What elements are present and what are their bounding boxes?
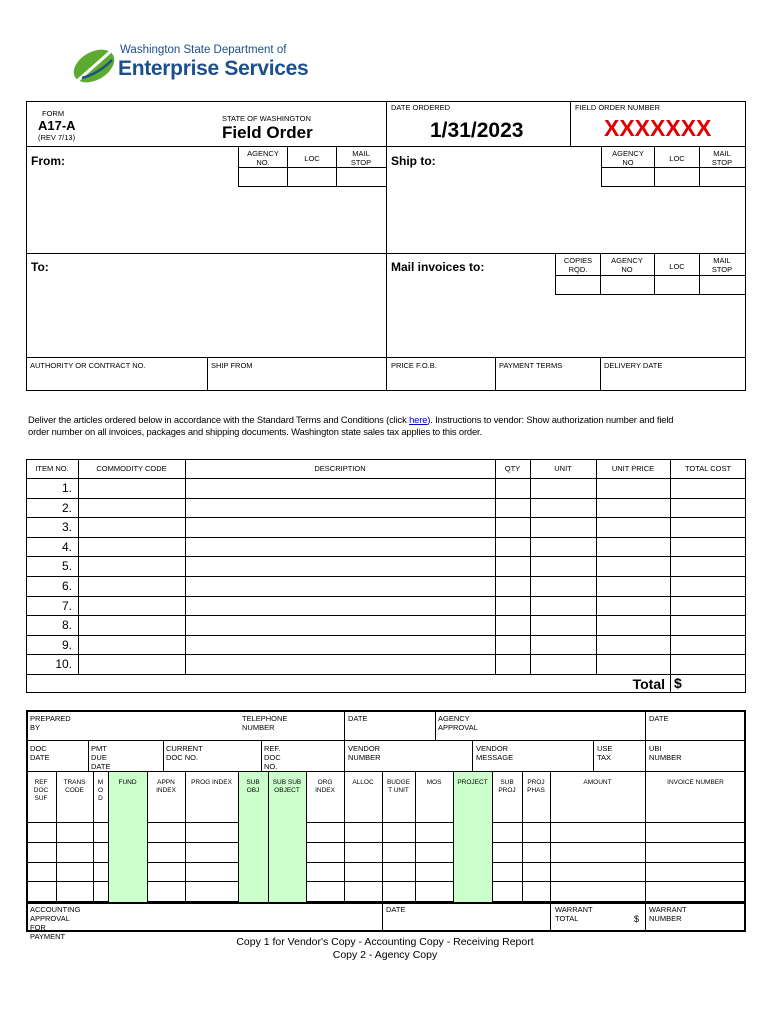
item-cell[interactable] <box>496 597 529 615</box>
item-cell[interactable] <box>531 538 595 556</box>
acct-cell[interactable] <box>383 843 414 861</box>
vendor-message-label: VENDOR MESSAGE <box>476 744 514 762</box>
acct-cell[interactable] <box>239 843 267 861</box>
item-cell[interactable] <box>671 538 745 556</box>
items-header-description: DESCRIPTION <box>314 464 366 473</box>
payment-terms-label: PAYMENT TERMS <box>499 361 563 370</box>
warrant-total-label: WARRANT TOTAL <box>555 905 593 923</box>
leaf-logo-icon <box>68 44 118 88</box>
instructions-line1a: Deliver the articles ordered below in accordance with the Standard Terms and Conditions (click <box>28 414 410 425</box>
acct-cell[interactable] <box>454 863 491 881</box>
acct-cell[interactable] <box>148 823 184 841</box>
date-ordered-value[interactable]: 1/31/2023 <box>430 119 524 142</box>
acct-cell[interactable] <box>307 863 343 881</box>
items-header-item-no: ITEM NO. <box>35 464 69 473</box>
acct-cell[interactable] <box>186 882 237 900</box>
price-fob-label: PRICE F.O.B. <box>391 361 437 370</box>
item-cell[interactable] <box>671 557 745 575</box>
item-cell[interactable] <box>671 577 745 595</box>
telephone-label: TELEPHONE NUMBER <box>242 714 288 732</box>
item-cell[interactable] <box>79 577 184 595</box>
item-cell[interactable] <box>671 616 745 634</box>
mail-loc-label: LOC <box>669 262 685 271</box>
acct-cell[interactable] <box>27 863 55 881</box>
item-cell[interactable] <box>186 577 494 595</box>
acct-cell[interactable] <box>416 882 452 900</box>
item-cell[interactable] <box>79 655 184 673</box>
acct-col-appn-index: APPN INDEX <box>156 779 176 794</box>
delivery-date-label: DELIVERY DATE <box>604 361 663 370</box>
acct-col-budget-unit: BUDGET UNIT <box>386 779 411 794</box>
from-loc-label: LOC <box>304 154 320 163</box>
acct-col-invoice-number: INVOICE NUMBER <box>667 779 724 786</box>
date1-label: DATE <box>348 714 368 723</box>
item-cell[interactable] <box>496 518 529 536</box>
acct-cell[interactable] <box>239 882 267 900</box>
copies-label: COPIES RQD. <box>563 256 593 274</box>
ship-to-label: Ship to: <box>391 154 436 168</box>
acct-col-prog-index: PROG INDEX <box>191 779 232 786</box>
ship-mailstop-label: MAIL STOP <box>711 149 733 167</box>
item-cell[interactable] <box>186 479 494 497</box>
acct-cell[interactable] <box>239 863 267 881</box>
acct-cell[interactable] <box>454 843 491 861</box>
copies-input[interactable] <box>555 275 601 295</box>
acct-cell[interactable] <box>345 863 381 881</box>
item-cell[interactable] <box>186 655 494 673</box>
acct-cell[interactable] <box>493 823 521 841</box>
acct-cell[interactable] <box>551 882 644 900</box>
acct-cell[interactable] <box>493 863 521 881</box>
acct-cell[interactable] <box>307 843 343 861</box>
item-cell[interactable] <box>496 479 529 497</box>
field-order-number[interactable]: XXXXXXX <box>604 115 712 141</box>
item-cell[interactable] <box>671 499 745 517</box>
item-cell[interactable] <box>79 538 184 556</box>
form-rev: (REV 7/13) <box>38 133 76 142</box>
item-number: 1. <box>61 481 72 495</box>
acct-cell[interactable] <box>646 823 745 841</box>
acct-cell[interactable] <box>148 882 184 900</box>
from-mailstop-input[interactable] <box>336 167 387 187</box>
acct-cell[interactable] <box>186 843 237 861</box>
field-order-label: FIELD ORDER NUMBER <box>575 103 661 112</box>
acct-cell[interactable] <box>646 843 745 861</box>
instructions-text <box>28 414 748 438</box>
doc-date-label: DOC DATE <box>30 744 50 762</box>
item-cell[interactable] <box>79 616 184 634</box>
item-cell[interactable] <box>597 636 669 654</box>
from-mailstop-label: MAIL STOP <box>350 149 372 167</box>
acct-cell[interactable] <box>94 843 107 861</box>
acct-cell[interactable] <box>239 823 267 841</box>
item-cell[interactable] <box>671 655 745 673</box>
item-cell[interactable] <box>186 518 494 536</box>
from-label: From: <box>31 154 65 168</box>
acct-cell[interactable] <box>269 863 305 881</box>
acct-cell[interactable] <box>551 843 644 861</box>
item-cell[interactable] <box>496 577 529 595</box>
mail-mailstop-label: MAIL STOP <box>711 256 733 274</box>
acct-cell[interactable] <box>269 843 305 861</box>
item-number: 7. <box>61 598 72 613</box>
acct-col-ref-doc-suf: REF DOC SUF <box>33 779 49 802</box>
item-cell[interactable] <box>79 518 184 536</box>
form-title: Field Order <box>222 123 313 142</box>
acct-cell[interactable] <box>27 823 55 841</box>
mail-agency-input[interactable] <box>600 275 655 295</box>
mail-invoices-label: Mail invoices to: <box>391 260 485 274</box>
warrant-number-label: WARRANT NUMBER <box>649 905 687 923</box>
acct-cell[interactable] <box>454 823 491 841</box>
acct-col-m-o-d: M O D <box>97 779 104 802</box>
ship-from-label: SHIP FROM <box>211 361 253 370</box>
acct-cell[interactable] <box>523 843 549 861</box>
agency-approval-label: AGENCY APPROVAL <box>438 714 478 732</box>
item-cell[interactable] <box>597 655 669 673</box>
acct-col-project: PROJECT <box>457 779 488 786</box>
acct-cell[interactable] <box>454 882 491 900</box>
items-header-unit-price: UNIT PRICE <box>611 464 655 473</box>
item-cell[interactable] <box>671 636 745 654</box>
acct-cell[interactable] <box>186 823 237 841</box>
acct-cell[interactable] <box>94 823 107 841</box>
acct-cell[interactable] <box>109 863 146 881</box>
acct-cell[interactable] <box>646 863 745 881</box>
state-label: STATE OF WASHINGTON <box>222 114 311 123</box>
item-cell[interactable] <box>531 655 595 673</box>
acct-cell[interactable] <box>523 863 549 881</box>
item-cell[interactable] <box>671 518 745 536</box>
acct-cell[interactable] <box>416 823 452 841</box>
acct-col-mos: MOS <box>426 779 442 786</box>
item-cell[interactable] <box>496 538 529 556</box>
acct-cell[interactable] <box>269 823 305 841</box>
acct-cell[interactable] <box>57 863 92 881</box>
authority-label: AUTHORITY OR CONTRACT NO. <box>30 361 146 370</box>
items-header-unit: UNIT <box>554 464 572 473</box>
acct-cell[interactable] <box>148 863 184 881</box>
pmt-due-date-label: PMT DUE DATE <box>91 744 111 771</box>
item-number: 8. <box>61 618 72 633</box>
form-label: FORM <box>42 109 65 118</box>
items-header-commodity-code: COMMODITY CODE <box>96 464 167 473</box>
acct-cell[interactable] <box>345 882 381 900</box>
ship-loc-input[interactable] <box>654 167 700 187</box>
use-tax-label: USE TAX <box>597 744 613 762</box>
item-cell[interactable] <box>496 499 529 517</box>
acct-cell[interactable] <box>186 863 237 881</box>
item-number: 2. <box>61 500 72 515</box>
acct-cell[interactable] <box>94 863 107 881</box>
vendor-number-label: VENDOR NUMBER <box>348 744 381 762</box>
acct-cell[interactable] <box>307 823 343 841</box>
item-cell[interactable] <box>186 636 494 654</box>
item-cell[interactable] <box>186 616 494 634</box>
date2-label: DATE <box>649 714 669 723</box>
item-cell[interactable] <box>531 577 595 595</box>
ship-mailstop-input[interactable] <box>699 167 746 187</box>
item-cell[interactable] <box>531 479 595 497</box>
mail-loc-input[interactable] <box>654 275 700 295</box>
item-number: 5. <box>61 559 72 574</box>
acct-cell[interactable] <box>307 882 343 900</box>
acct-col-fund: FUND <box>118 779 137 786</box>
acct-cell[interactable] <box>109 843 146 861</box>
acct-col-trans-code: TRANS CODE <box>63 779 86 794</box>
acct-cell[interactable] <box>345 823 381 841</box>
item-cell[interactable] <box>186 538 494 556</box>
item-cell[interactable] <box>186 597 494 615</box>
item-number: 10. <box>55 657 72 672</box>
item-cell[interactable] <box>671 479 745 497</box>
instructions-line1b: ). Instructions to vendor: Show authorization number and field <box>427 414 674 425</box>
acct-col-sub-obj: SUB OBJ <box>246 779 260 794</box>
item-cell[interactable] <box>79 499 184 517</box>
item-cell[interactable] <box>597 616 669 634</box>
prepared-by-label: PREPARED BY <box>30 714 71 732</box>
acct-col-sub-proj: SUB PROJ <box>498 779 516 794</box>
acct-cell[interactable] <box>383 823 414 841</box>
mail-mailstop-input[interactable] <box>699 275 746 295</box>
item-cell[interactable] <box>597 499 669 517</box>
warrant-currency: $ <box>634 914 640 924</box>
acct-col-amount: AMOUNT <box>583 779 612 786</box>
total-value-field[interactable] <box>686 675 744 692</box>
item-cell[interactable] <box>597 538 669 556</box>
from-agency-label: AGENCY NO. <box>247 149 279 167</box>
item-cell[interactable] <box>597 557 669 575</box>
footer-line2: Copy 2 - Agency Copy <box>332 949 438 961</box>
acct-cell[interactable] <box>416 843 452 861</box>
current-doc-no-label: CURRENT DOC NO. <box>166 744 203 762</box>
item-cell[interactable] <box>531 636 595 654</box>
acct-cell[interactable] <box>27 882 55 900</box>
acct-cell[interactable] <box>523 882 549 900</box>
item-cell[interactable] <box>186 557 494 575</box>
item-cell[interactable] <box>79 597 184 615</box>
item-cell[interactable] <box>79 479 184 497</box>
ref-doc-no-label: REF. DOC NO. <box>264 744 281 771</box>
item-cell[interactable] <box>496 636 529 654</box>
item-cell[interactable] <box>496 655 529 673</box>
acct-cell[interactable] <box>27 843 55 861</box>
acct-col-sub-sub-object: SUB SUB OBJECT <box>272 779 302 794</box>
footer-line1: Copy 1 for Vendor's Copy - Accounting Copy - Receiving Report <box>236 936 534 948</box>
item-cell[interactable] <box>597 577 669 595</box>
acct-cell[interactable] <box>57 823 92 841</box>
acct-cell[interactable] <box>383 882 414 900</box>
item-number: 9. <box>61 637 72 652</box>
acct-col-proj-phas: PROJ PHAS <box>527 779 545 794</box>
date-ordered-label: DATE ORDERED <box>391 103 451 112</box>
to-label: To: <box>31 260 49 274</box>
total-label: Total <box>632 676 665 692</box>
acct-col-alloc: ALLOC <box>352 779 374 786</box>
item-cell[interactable] <box>531 557 595 575</box>
item-cell[interactable] <box>531 616 595 634</box>
item-number: 4. <box>61 539 72 554</box>
acct-cell[interactable] <box>383 863 414 881</box>
accounting-approval-label: ACCOUNTING APPROVAL FOR PAYMENT <box>30 905 81 941</box>
item-number: 3. <box>61 520 72 535</box>
acct-cell[interactable] <box>493 882 521 900</box>
acct-cell[interactable] <box>109 882 146 900</box>
acct-col-org-index: ORG INDEX <box>315 779 335 794</box>
acct-cell[interactable] <box>551 863 644 881</box>
from-loc-input[interactable] <box>287 167 337 187</box>
item-cell[interactable] <box>597 597 669 615</box>
item-cell[interactable] <box>597 518 669 536</box>
mail-agency-label: AGENCY NO <box>611 256 643 274</box>
acct-cell[interactable] <box>493 843 521 861</box>
acct-cell[interactable] <box>523 823 549 841</box>
item-cell[interactable] <box>186 499 494 517</box>
item-cell[interactable] <box>531 518 595 536</box>
item-cell[interactable] <box>531 499 595 517</box>
item-cell[interactable] <box>79 557 184 575</box>
items-header-total-cost: TOTAL COST <box>684 464 732 473</box>
item-cell[interactable] <box>597 479 669 497</box>
acct-cell[interactable] <box>646 882 745 900</box>
total-currency: $ <box>674 675 682 691</box>
terms-link[interactable]: here <box>409 414 428 425</box>
form-id: A17-A <box>38 118 76 133</box>
ship-agency-input[interactable] <box>601 167 655 187</box>
acct-cell[interactable] <box>57 882 92 900</box>
item-cell[interactable] <box>79 636 184 654</box>
dept-line1: Washington State Department of <box>120 44 287 56</box>
dept-line2: Enterprise Services <box>118 57 309 80</box>
item-cell[interactable] <box>496 557 529 575</box>
from-agency-input[interactable] <box>238 167 288 187</box>
item-cell[interactable] <box>531 597 595 615</box>
item-cell[interactable] <box>496 616 529 634</box>
acct-cell[interactable] <box>94 882 107 900</box>
ship-loc-label: LOC <box>669 154 685 163</box>
items-header-qty: QTY <box>504 464 521 473</box>
acct-cell[interactable] <box>57 843 92 861</box>
ubi-number-label: UBI NUMBER <box>649 744 682 762</box>
instructions-line2: order number on all invoices, packages and shipping documents. Washington state sales tax applies to this order. <box>28 426 482 437</box>
item-number: 6. <box>61 579 72 593</box>
acct-cell[interactable] <box>109 823 146 841</box>
acct-cell[interactable] <box>269 882 305 900</box>
logo <box>68 42 308 90</box>
acct-cell[interactable] <box>148 843 184 861</box>
item-cell[interactable] <box>671 597 745 615</box>
ship-agency-label: AGENCY NO <box>612 149 644 167</box>
acct-cell[interactable] <box>416 863 452 881</box>
date3-label: DATE <box>386 905 406 914</box>
acct-cell[interactable] <box>345 843 381 861</box>
acct-cell[interactable] <box>551 823 644 841</box>
